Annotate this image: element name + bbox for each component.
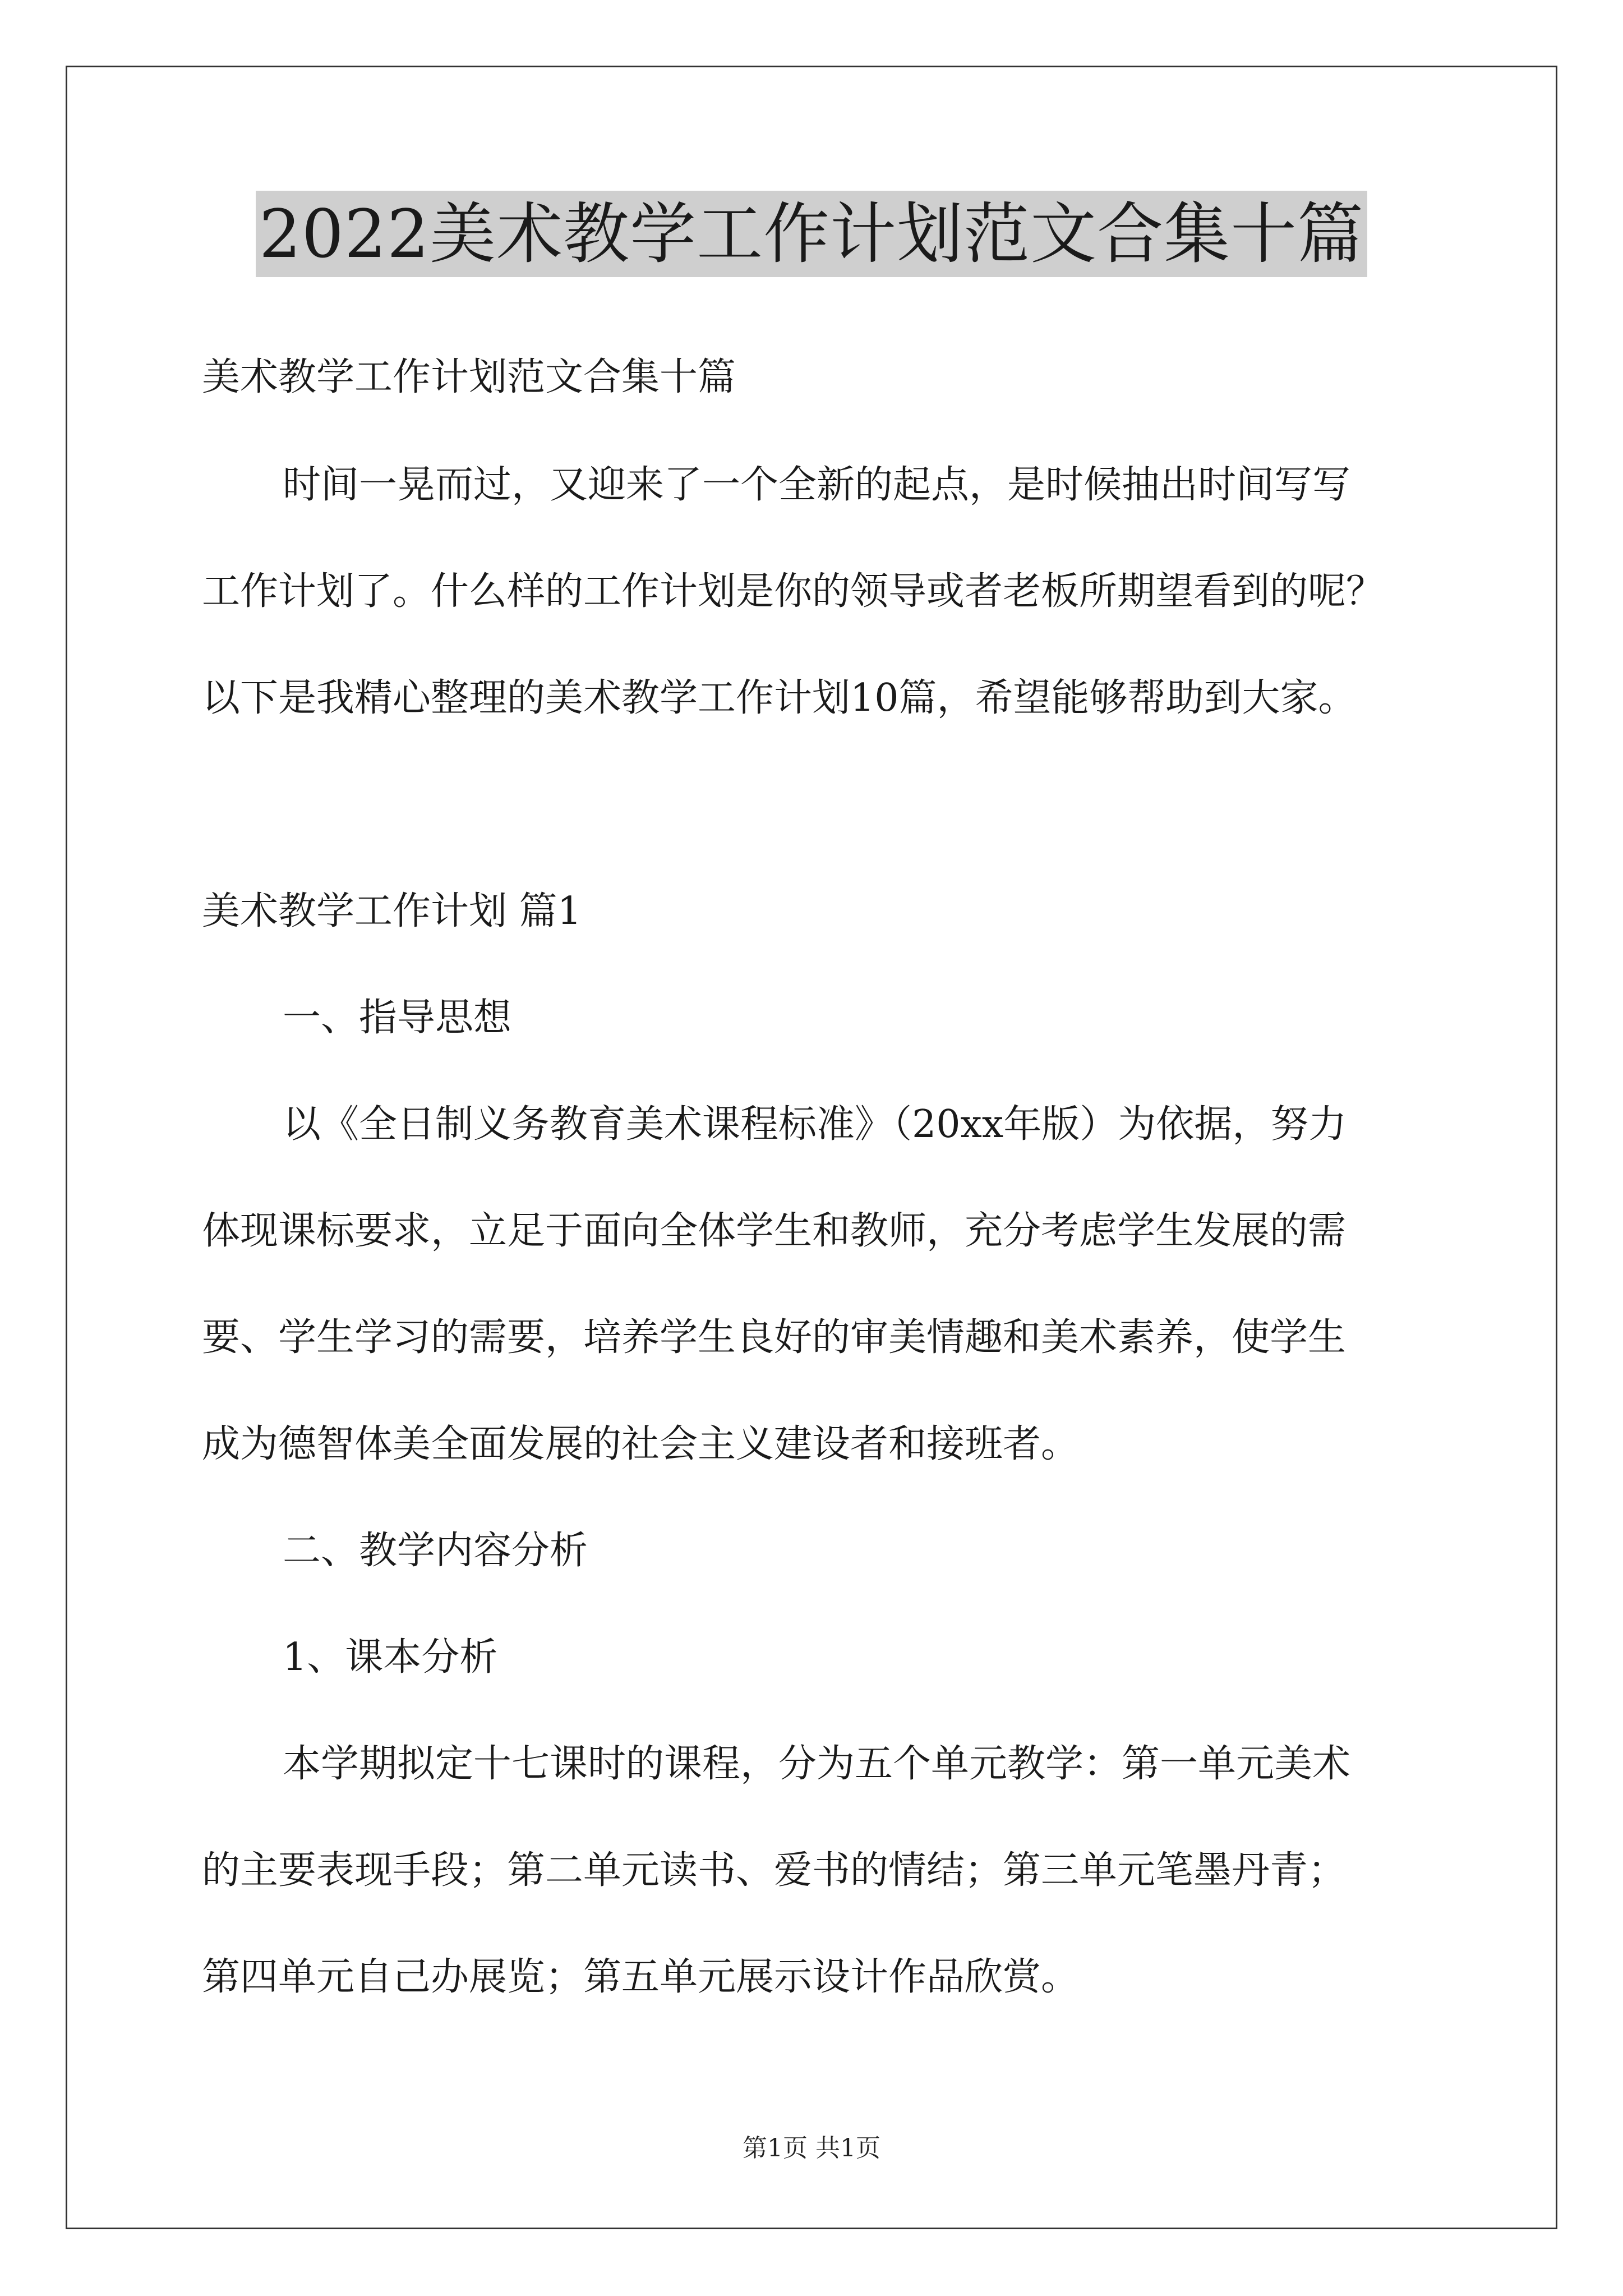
paragraph-line: 第四单元自己办展览；第五单元展示设计作品欣赏。 <box>202 1955 1080 1999</box>
paragraph-line: 体现课标要求，立足于面向全体学生和教师，充分考虑学生发展的需 <box>202 1209 1347 1253</box>
paragraph-line: 工作计划了。什么样的工作计划是你的领导或者老板所期望看到的呢？ <box>202 569 1385 614</box>
subheading: 一、指导思想 <box>283 996 512 1040</box>
section-heading: 美术教学工作计划 篇1 <box>202 889 582 933</box>
title-container <box>0 191 1623 277</box>
paragraph-line: 要、学生学习的需要，培养学生良好的审美情趣和美术素养，使学生 <box>202 1315 1347 1360</box>
paragraph-line: 成为德智体美全面发展的社会主义建设者和接班者。 <box>202 1422 1080 1466</box>
paragraph-line: 本学期拟定十七课时的课程，分为五个单元教学：第一单元美术 <box>283 1742 1351 1786</box>
paragraph-line: 的主要表现手段；第二单元读书、爱书的情结；第三单元笔墨丹青； <box>202 1848 1347 1893</box>
document-title: 2022美术教学工作计划范文合集十篇 <box>256 191 1367 277</box>
paragraph-line: 以《全日制义务教育美术课程标准》（20xx年版）为依据，努力 <box>283 1102 1347 1147</box>
paragraph-line: 以下是我精心整理的美术教学工作计划10篇，希望能够帮助到大家。 <box>202 676 1357 720</box>
subtitle-line: 美术教学工作计划范文合集十篇 <box>202 355 736 399</box>
page-footer: 第1页 共1页 <box>743 2134 880 2162</box>
paragraph-line: 时间一晃而过，又迎来了一个全新的起点，是时候抽出时间写写 <box>283 463 1351 507</box>
subheading: 1、课本分析 <box>283 1635 498 1680</box>
subheading: 二、教学内容分析 <box>283 1529 588 1573</box>
